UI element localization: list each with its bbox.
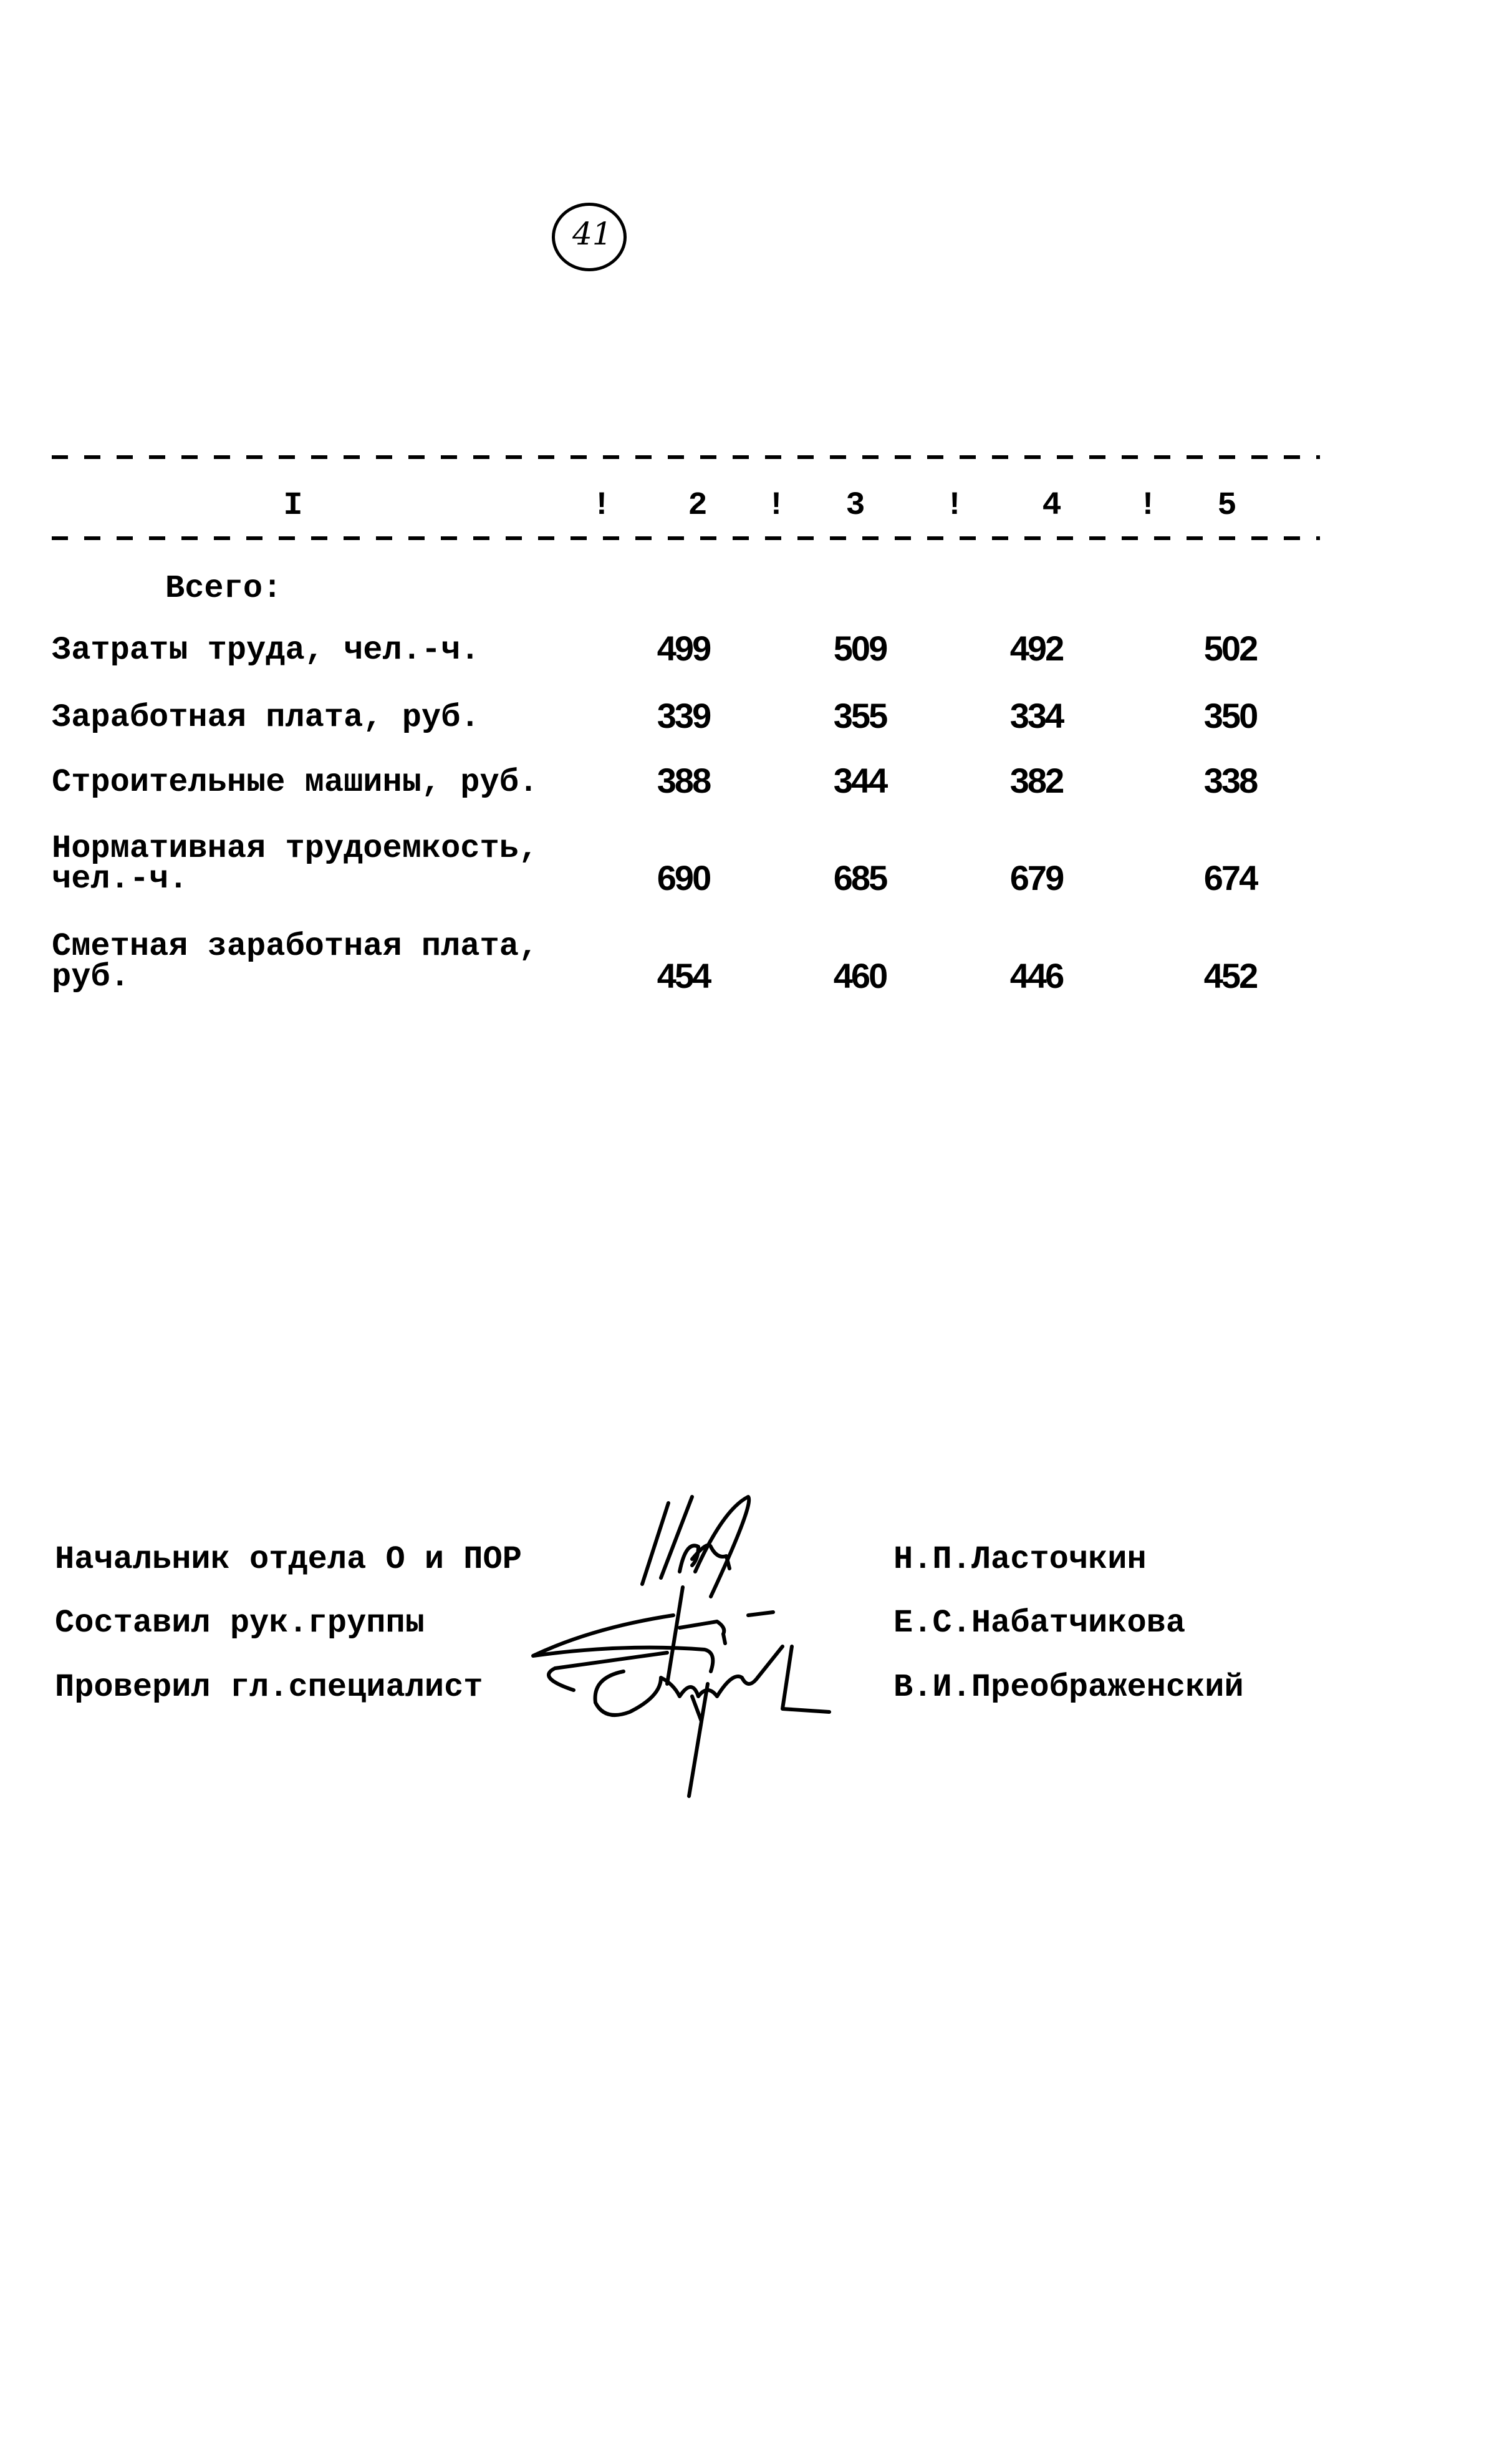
cell-value: 350: [1203, 696, 1257, 735]
row-label: Строительные машины, руб.: [52, 764, 539, 801]
cell-value: 502: [1203, 629, 1257, 668]
header-col-3: 3: [845, 487, 865, 524]
cell-value: 339: [657, 696, 710, 735]
header-separator: !: [592, 487, 612, 524]
signer-name: В.И.Преображенский: [893, 1669, 1244, 1706]
row-label: Заработная плата, руб.: [52, 699, 480, 736]
cell-value: 679: [1009, 858, 1063, 897]
cell-value: 674: [1203, 858, 1257, 897]
row-label-cont: чел.-ч.: [52, 861, 188, 897]
header-col-2: 2: [688, 487, 708, 524]
signer-name: Е.С.Набатчикова: [893, 1605, 1186, 1641]
header-col-1: I: [283, 487, 303, 524]
cell-value: 460: [833, 956, 887, 995]
header-separator: !: [766, 487, 786, 524]
signer-name: Н.П.Ласточкин: [893, 1541, 1147, 1578]
cell-value: 388: [657, 761, 710, 800]
row-label-cont: руб.: [52, 959, 130, 995]
page-number: 41: [572, 216, 612, 252]
header-col-4: 4: [1042, 487, 1062, 524]
row-label: Нормативная трудоемкость,: [52, 830, 539, 867]
header-separator: !: [945, 487, 965, 524]
cell-value: 334: [1009, 696, 1063, 735]
row-label: Сметная заработная плата,: [52, 928, 539, 965]
cell-value: 338: [1203, 761, 1257, 800]
section-label: Всего:: [165, 570, 282, 607]
cell-value: 452: [1203, 956, 1257, 995]
cell-value: 344: [833, 761, 887, 800]
cell-value: 690: [657, 858, 710, 897]
cell-value: 499: [657, 629, 710, 668]
signer-role: Начальник отдела О и ПОР: [55, 1541, 522, 1578]
signer-role: Проверил гл.специалист: [55, 1669, 483, 1706]
cell-value: 492: [1009, 629, 1063, 668]
cell-value: 382: [1009, 761, 1063, 800]
header-separator: !: [1138, 487, 1158, 524]
cell-value: 355: [833, 696, 887, 735]
cell-value: 685: [833, 858, 887, 897]
cell-value: 454: [657, 956, 710, 995]
header-col-5: 5: [1217, 487, 1237, 524]
cell-value: 509: [833, 629, 887, 668]
cell-value: 446: [1009, 956, 1063, 995]
signer-role: Составил рук.группы: [55, 1605, 425, 1641]
row-label: Затраты труда, чел.-ч.: [52, 632, 480, 669]
